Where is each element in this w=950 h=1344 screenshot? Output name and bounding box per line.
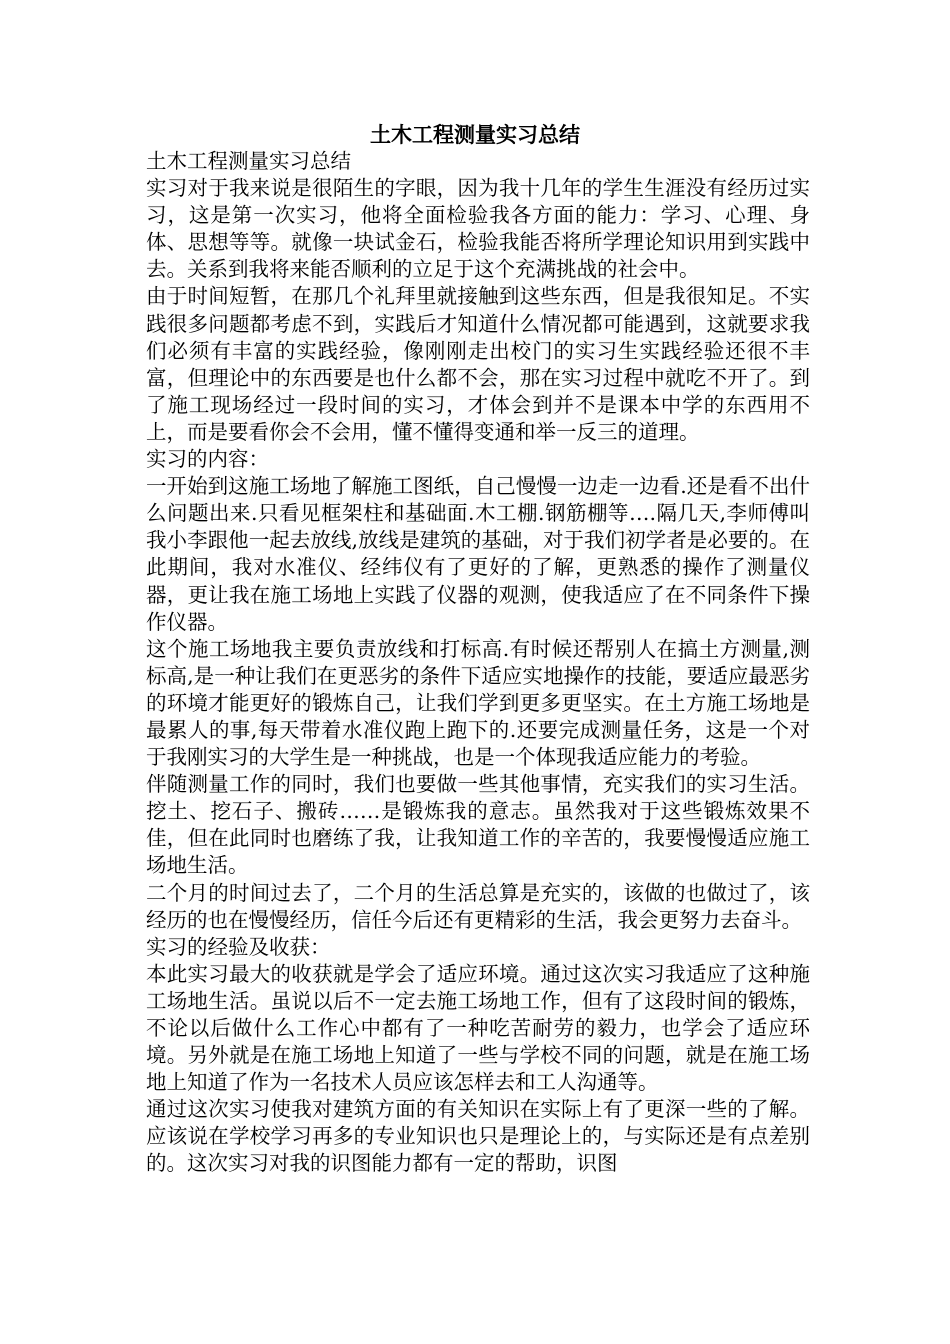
subtitle-paragraph: 土木工程测量实习总结 [146, 149, 351, 173]
body-paragraph: 实习对于我来说是很陌生的字眼，因为我十几年的学生生涯没有经历过实习，这是第一次实习，他将全面检验我各方面的能力：学习、心理、身体、思想等等。就像一块试金石，检验我能否将所学理论知识用到实践中去。关系到我将来能否顺利的立足于这个充满挑战的社会中。 [146, 176, 810, 282]
body-paragraph: 伴随测量工作的同时，我们也要做一些其他事情，充实我们的实习生活。挖土、挖石子、搬砖……是锻炼我的意志。虽然我对于这些锻炼效果不佳，但在此同时也磨练了我，让我知道工作的辛苦的，我要慢慢适应施工场地生活。 [146, 772, 810, 878]
body-paragraph: 二个月的时间过去了，二个月的生活总算是充实的，该做的也做过了，该经历的也在慢慢经历，信任今后还有更精彩的生活，我会更努力去奋斗。 [146, 880, 810, 932]
body-paragraph: 通过这次实习使我对建筑方面的有关知识在实际上有了更深一些的了解。应该说在学校学习再多的专业知识也只是理论上的，与实际还是有点差别的。这次实习对我的识图能力都有一定的帮助，识图 [146, 1097, 810, 1176]
body-paragraph: 本此实习最大的收获就是学会了适应环境。通过这次实习我适应了这种施工场地生活。虽说以后不一定去施工场地工作，但有了这段时间的锻炼，不论以后做什么工作心中都有了一种吃苦耐劳的毅力，也学会了适应环境。另外就是在施工场地上知道了一些与学校不同的问题，就是在施工场地上知道了作为一名技术人员应该怎样去和工人沟通等。 [146, 961, 810, 1095]
body-paragraph: 由于时间短暂，在那几个礼拜里就接触到这些东西，但是我很知足。不实践很多问题都考虑不到，实践后才知道什么情况都可能遇到，这就要求我们必须有丰富的实践经验，像刚刚走出校门的实习生实践经验还很不丰富，但理论中的东西要是也什么都不会，那在实习过程中就吃不开了。到了施工现场经过一段时间的实习，才体会到并不是课本中学的东西用不上，而是要看你会不会用，懂不懂得变通和举一反三的道理。 [146, 284, 810, 444]
body-paragraph: 这个施工场地我主要负责放线和打标高.有时候还帮别人在搞土方测量,测标高,是一种让我们在更恶劣的条件下适应实地操作的技能，要适应最恶劣的环境才能更好的锻炼自己，让我们学到更多更坚实。在土方施工场地是最累人的事,每天带着水准仪跑上跑下的.还要完成测量任务，这是一个对于我刚实习的大学生是一种挑战，也是一个体现我适应能力的考验。 [146, 636, 810, 770]
body-paragraph: 一开始到这施工场地了解施工图纸，自己慢慢一边走一边看.还是看不出什么问题出来.只看见框架柱和基础面.木工棚.钢筋棚等….隔几天,李师傅叫我小李跟他一起去放线,放线是建筑的基础，对于我们初学者是必要的。在此期间，我对水准仪、经纬仪有了更好的了解，更熟悉的操作了测量仪器，更让我在施工场地上实践了仪器的观测，使我适应了在不同条件下操作仪器。 [146, 474, 810, 634]
document-title: 土木工程测量实习总结 [370, 122, 580, 147]
section-heading: 实习的内容： [146, 447, 269, 472]
document-body [146, 148, 810, 1178]
section-heading: 实习的经验及收获： [146, 934, 331, 959]
